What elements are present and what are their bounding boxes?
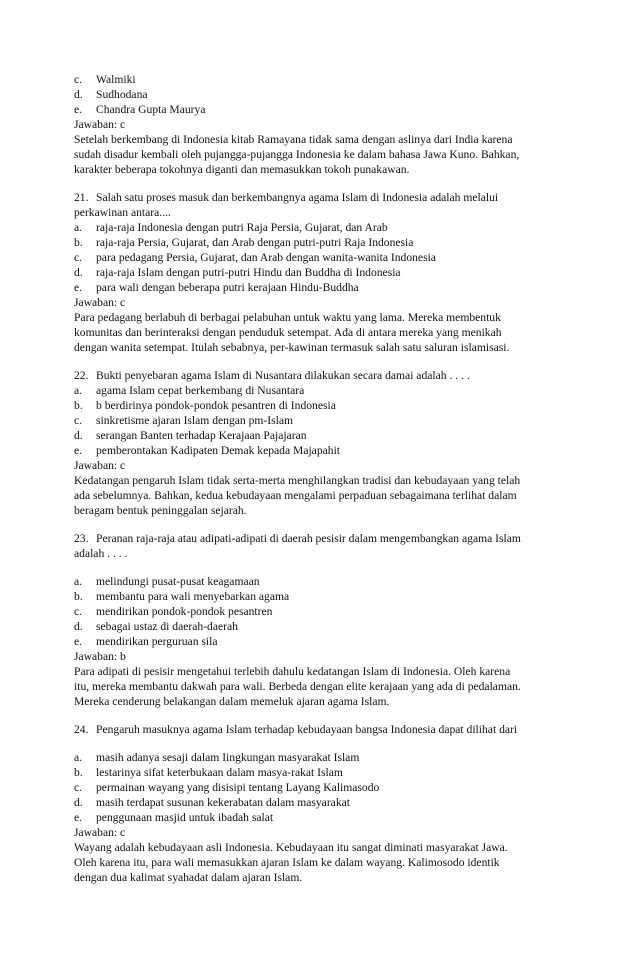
option-item: c. sinkretisme ajaran Islam dengan pm-Islam bbox=[74, 414, 294, 427]
option-item: e. para wali dengan beberapa putri kerajaan Hindu-Buddha bbox=[74, 281, 359, 294]
question-text-cont: adalah . . . . bbox=[74, 547, 128, 560]
option-item: c. permainan wayang yang disisipi tentang Layang Kalimasodo bbox=[74, 781, 380, 794]
option-item: a. raja-raja Indonesia dengan putri Raja Persia, Gujarat, dan Arab bbox=[74, 221, 388, 234]
explanation-line: Setelah berkembang di Indonesia kitab Ramayana tidak sama dengan aslinya dari India karena bbox=[74, 133, 513, 146]
question-23 bbox=[74, 531, 574, 709]
answer-line: Jawaban: c bbox=[74, 459, 126, 472]
option-item: e. mendirikan perguruan sila bbox=[74, 635, 218, 648]
question-21 bbox=[74, 190, 574, 355]
explanation-line: beragam bentuk peninggalan sejarah. bbox=[74, 504, 247, 517]
option-item: b. raja-raja Persia, Gujarat, dan Arab dengan putri-putri Raja Indonesia bbox=[74, 236, 414, 249]
explanation-line: komunitas dan berinteraksi dengan penduduk setempat. Ada di antara mereka yang menikah bbox=[74, 326, 502, 339]
option-item: e. Chandra Gupta Maurya bbox=[74, 103, 206, 116]
explanation-line: Para pedagang berlabuh di berbagai pelabuhan untuk waktu yang lama. Mereka membentuk bbox=[74, 311, 501, 324]
explanation-line: Wayang adalah kebudayaan asli Indonesia. Kebudayaan itu sangat diminati masyarakat Jawa. bbox=[74, 841, 508, 854]
answer-line: Jawaban: c bbox=[74, 826, 126, 839]
explanation-line: itu, mereka membantu dakwah para wali. Berbeda dengan elite kerajaan yang ada di pedalaman. bbox=[74, 680, 521, 693]
option-item: a. masih adanya sesaji dalam Iingkungan masyarakat Islam bbox=[74, 751, 360, 764]
option-item: b. membantu para wali menyebarkan agama bbox=[74, 590, 290, 603]
option-item: d. sebagai ustaz di daerah-daerah bbox=[74, 620, 238, 633]
option-item: c. Walmiki bbox=[74, 73, 136, 86]
option-item: a. melindungi pusat-pusat keagamaan bbox=[74, 575, 260, 588]
question-text: 24. Pengaruh masuknya agama Islam terhadap kebudayaan bangsa Indonesia dapat dilihat dari bbox=[74, 723, 518, 736]
question-text-cont: perkawinan antara.... bbox=[74, 206, 171, 219]
explanation-line: sudah disadur kembali oleh pujangga-pujangga Indonesia ke dalam bahasa Jawa Kuno. Bahkan, bbox=[74, 148, 520, 161]
explanation-line: Para adipati di pesisir mengetahui terlebih dahulu kedatangan Islam di Indonesia. Oleh karena bbox=[74, 665, 511, 678]
answer-line: Jawaban: c bbox=[74, 296, 126, 309]
document-page bbox=[74, 72, 574, 885]
question-text: 21. Salah satu proses masuk dan berkembangnya agama Islam di Indonesia adalah melalui bbox=[74, 191, 499, 204]
explanation-line: dengan dua kalimat syahadat dalam ajaran Islam. bbox=[74, 871, 303, 884]
answer-line: Jawaban: b bbox=[74, 650, 126, 663]
option-item: c. mendirikan pondok-pondok pesantren bbox=[74, 605, 273, 618]
option-item: b. lestarinya sifat keterbukaan dalam masya-rakat Islam bbox=[74, 766, 343, 779]
option-item: d. serangan Banten terhadap Kerajaan Pajajaran bbox=[74, 429, 307, 442]
question-22 bbox=[74, 368, 574, 518]
option-item: c. para pedagang Persia, Gujarat, dan Arab dengan wanita-wanita Indonesia bbox=[74, 251, 436, 264]
explanation-line: Kedatangan pengaruh Islam tidak serta-merta menghilangkan tradisi dan kebudayaan yang telah bbox=[74, 474, 521, 487]
explanation-line: dengan wanita setempat. Itulah sebabnya, per-kawinan termasuk salah satu saluran islamisasi. bbox=[74, 341, 510, 354]
explanation-line: ada sebelumnya. Bahkan, kedua kebudayaan mengalami perpaduan sebagaimana terlihat dalam bbox=[74, 489, 517, 502]
answer-line: Jawaban: c bbox=[74, 118, 126, 131]
option-item: d. Sudhodana bbox=[74, 88, 148, 101]
option-item: d. masih terdapat susunan kekerabatan dalam masyarakat bbox=[74, 796, 350, 809]
explanation-line: Oleh karena itu, para wali memasukkan ajaran Islam ke dalam wayang. Kalimosodo identik bbox=[74, 856, 500, 869]
option-item: d. raja-raja Islam dengan putri-putri Hindu dan Buddha di Indonesia bbox=[74, 266, 401, 279]
explanation-line: Mereka cenderung belakangan dalam memeluk ajaran agama Islam. bbox=[74, 695, 390, 708]
option-item: b. b berdirinya pondok-pondok pesantren di Indonesia bbox=[74, 399, 336, 412]
option-item: a. agama Islam cepat berkembang di Nusantara bbox=[74, 384, 305, 397]
question-text: 22. Bukti penyebaran agama Islam di Nusantara dilakukan secara damai adalah . . . . bbox=[74, 369, 470, 382]
option-item: e. pemberontakan Kadipaten Demak kepada Majapahit bbox=[74, 444, 341, 457]
question-24 bbox=[74, 722, 574, 885]
question-text: 23. Peranan raja-raja atau adipati-adipati di daerah pesisir dalam mengembangkan agama Islam bbox=[74, 532, 521, 545]
top-section bbox=[74, 72, 574, 177]
option-item: e. penggunaan masjid untuk ibadah salat bbox=[74, 811, 274, 824]
explanation-line: karakter beberapa tokohnya diganti dan memasukkan tokoh punakawan. bbox=[74, 163, 410, 176]
